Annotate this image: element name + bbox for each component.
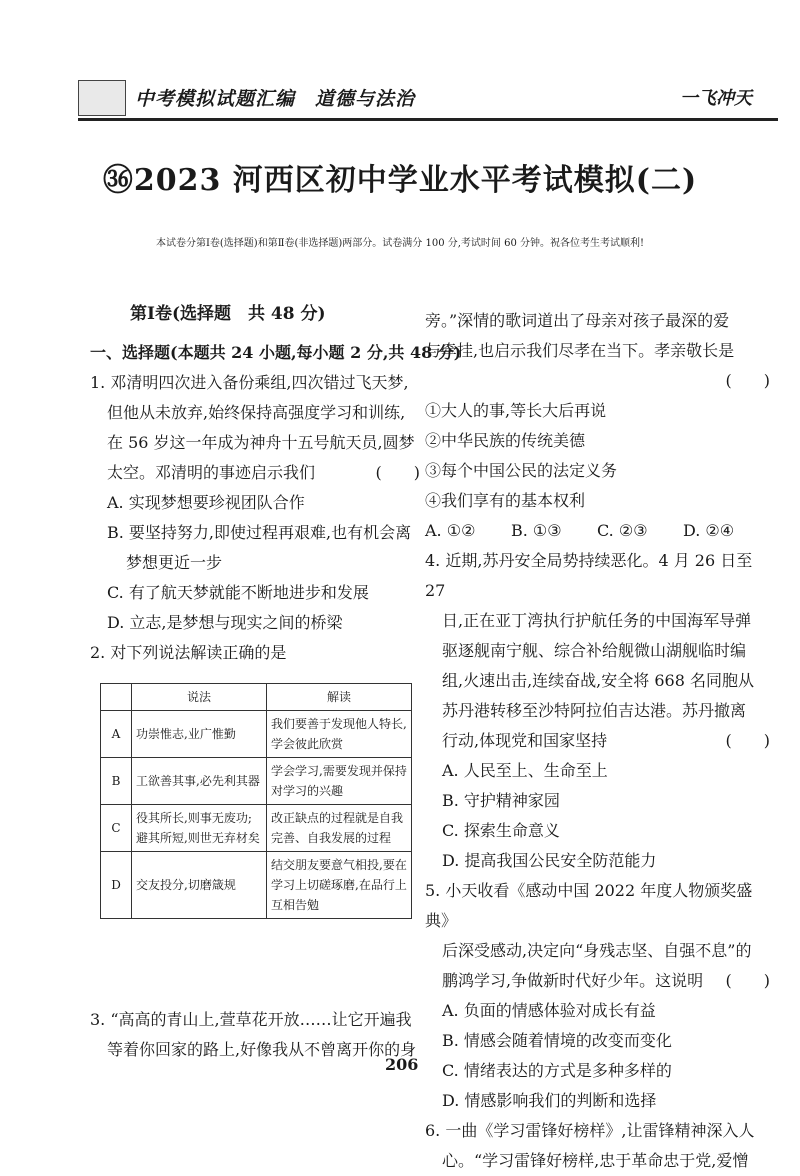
q1-option-c: C. 有了航天梦就能不断地进步和发展 xyxy=(107,583,369,602)
q4-option-d: D. 提高我国公民安全防范能力 xyxy=(442,851,657,870)
q1-option-d: D. 立志,是梦想与现实之间的桥梁 xyxy=(107,613,343,632)
question-3-start xyxy=(90,1005,420,1065)
q5-answer-paren: ( ) xyxy=(725,971,770,990)
q4-option-a: A. 人民至上、生命至上 xyxy=(442,761,608,780)
q5-option-a: A. 负面的情感体验对成长有益 xyxy=(442,1001,656,1020)
q5-line: 后深受感动,决定向“身残志坚、自强不息”的 xyxy=(442,941,752,960)
q4-line: 行动,体现党和国家坚持 xyxy=(442,731,608,750)
header-brand: 一飞冲天 xyxy=(680,88,752,109)
table-header xyxy=(101,684,132,711)
row-saying: 交友投分,切磨箴规 xyxy=(132,852,267,919)
q3-item: ③每个中国公民的法定义务 xyxy=(425,461,618,480)
right-column xyxy=(425,306,770,1176)
row-label: B xyxy=(101,758,132,805)
q3-cont-line: 与牵挂,也启示我们尽孝在当下。孝亲敬长是 xyxy=(425,341,735,360)
q5-option-c: C. 情绪表达的方式是多种多样的 xyxy=(442,1061,672,1080)
row-interpretation: 结交朋友要意气相投,要在学习上切磋琢磨,在品行上互相告勉 xyxy=(267,852,412,919)
q4-option-b: B. 守护精神家园 xyxy=(442,791,560,810)
q1-option-b-cont: 梦想更近一步 xyxy=(126,553,223,572)
q5-option-d: D. 情感影响我们的判断和选择 xyxy=(442,1091,657,1110)
q3-option-c: C. ②③ xyxy=(597,521,648,540)
q4-line: 苏丹港转移至沙特阿拉伯吉达港。苏丹撤离 xyxy=(442,701,747,720)
q2-stem: 2. 对下列说法解读正确的是 xyxy=(90,643,287,662)
q1-answer-paren: ( ) xyxy=(375,463,420,482)
q1-line: 在 56 岁这一年成为神舟十五号航天员,圆梦 xyxy=(107,433,415,452)
q4-option-c: C. 探索生命意义 xyxy=(442,821,560,840)
q3-answer-paren: ( ) xyxy=(725,371,770,390)
row-interpretation: 我们要善于发现他人特长,学会彼此欣赏 xyxy=(267,711,412,758)
row-saying: 工欲善其事,必先利其器 xyxy=(132,758,267,805)
q3-option-d: D. ②④ xyxy=(683,521,735,540)
q1-line: 1. 邓清明四次进入备份乘组,四次错过飞天梦, xyxy=(90,373,409,392)
q4-answer-paren: ( ) xyxy=(725,731,770,750)
q2-table xyxy=(100,683,412,919)
q1-option-a: A. 实现梦想要珍视团队合作 xyxy=(107,493,305,512)
header-book-title: 中考模拟试题汇编 道德与法治 xyxy=(135,88,416,110)
q6-line: 6. 一曲《学习雷锋好榜样》,让雷锋精神深入人 xyxy=(425,1121,755,1140)
row-label: C xyxy=(101,805,132,852)
q3-cont-line: 旁。”深情的歌词道出了母亲对孩子最深的爱 xyxy=(425,311,730,330)
q3-option-b: B. ①③ xyxy=(511,521,562,540)
q3-item: ②中华民族的传统美德 xyxy=(425,431,586,450)
row-saying: 役其所长,则事无废功;避其所短,则世无弃材矣 xyxy=(132,805,267,852)
q3-item: ①大人的事,等长大后再说 xyxy=(425,401,607,420)
row-interpretation: 改正缺点的过程就是自我完善、自我发展的过程 xyxy=(267,805,412,852)
q3-item: ④我们享有的基本权利 xyxy=(425,491,586,510)
part-heading: 一、选择题(本题共 24 小题,每小题 2 分,共 48 分) xyxy=(90,343,462,362)
q5-line: 鹏鸿学习,争做新时代好少年。这说明 xyxy=(442,971,704,990)
q4-line: 4. 近期,苏丹安全局势持续恶化。4 月 26 日至 27 xyxy=(425,551,753,600)
table-row xyxy=(101,805,412,852)
q1-line: 太空。邓清明的事迹启示我们 xyxy=(107,463,316,482)
table-header: 说法 xyxy=(132,684,267,711)
q5-option-b: B. 情感会随着情境的改变而变化 xyxy=(442,1031,672,1050)
page-number: 206 xyxy=(385,1055,419,1074)
q4-line: 驱逐舰南宁舰、综合补给舰微山湖舰临时编 xyxy=(442,641,747,660)
q3-line: 等着你回家的路上,好像我从不曾离开你的身 xyxy=(107,1040,417,1059)
section-title: 第Ⅰ卷(选择题 共 48 分) xyxy=(130,304,326,324)
q1-line: 但他从未放弃,始终保持高强度学习和训练, xyxy=(107,403,406,422)
table-row xyxy=(101,758,412,805)
row-label: A xyxy=(101,711,132,758)
table-row xyxy=(101,852,412,919)
row-label: D xyxy=(101,852,132,919)
q4-line: 日,正在亚丁湾执行护航任务的中国海军导弹 xyxy=(442,611,752,630)
header-rule xyxy=(78,118,778,121)
q3-option-a: A. ①② xyxy=(425,521,476,540)
table-row xyxy=(101,711,412,758)
exam-title: ㊱2023 河西区初中学业水平考试模拟(二) xyxy=(102,163,698,198)
q6-line: 心。“学习雷锋好榜样,忠于革命忠于党,爱憎 xyxy=(442,1151,749,1170)
exam-instructions: 本试卷分第Ⅰ卷(选择题)和第Ⅱ卷(非选择题)两部分。试卷满分 100 分,考试时间 60 分钟。祝各位考生考试顺利! xyxy=(155,238,645,249)
row-saying: 功崇惟志,业广惟勤 xyxy=(132,711,267,758)
q3-line: 3. “高高的青山上,萱草花开放……让它开遍我 xyxy=(90,1010,412,1029)
q5-line: 5. 小天收看《感动中国 2022 年度人物颁奖盛典》 xyxy=(425,881,753,930)
q1-option-b: B. 要坚持努力,即使过程再艰难,也有机会离 xyxy=(107,523,412,542)
question-1 xyxy=(90,368,420,668)
table-header: 解读 xyxy=(267,684,412,711)
q4-line: 组,火速出击,连续奋战,安全将 668 名同胞从 xyxy=(442,671,754,690)
q3-options xyxy=(425,516,770,546)
header-logo xyxy=(78,80,126,116)
row-interpretation: 学会学习,需要发现并保持对学习的兴趣 xyxy=(267,758,412,805)
table-header-row xyxy=(101,684,412,711)
